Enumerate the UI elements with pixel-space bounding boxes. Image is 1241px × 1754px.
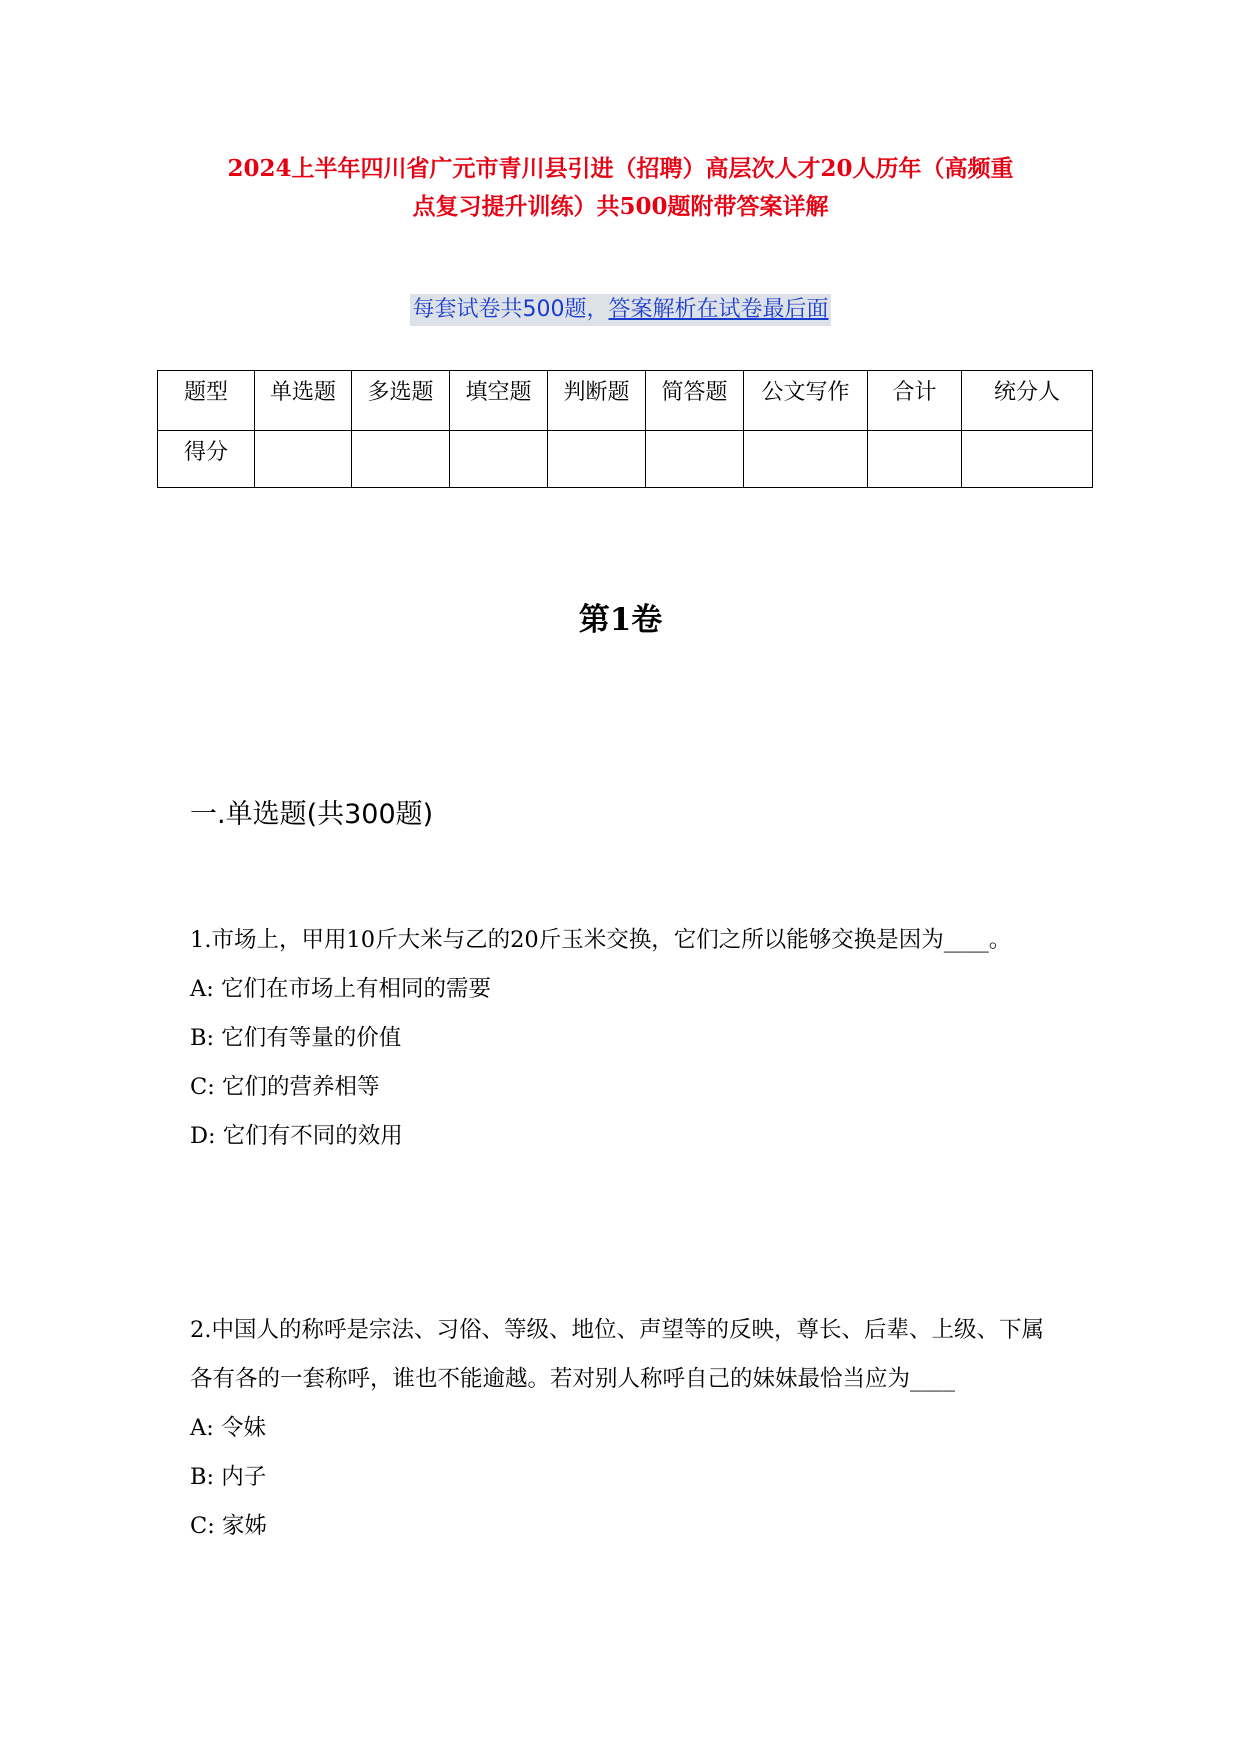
- score-cell-single-choice[interactable]: [255, 431, 352, 488]
- score-table-header-cell: 单选题: [255, 371, 352, 431]
- document-title-line-2: 点复习提升训练）共500题附带答案详解: [412, 193, 829, 220]
- score-cell-multiple-choice[interactable]: [352, 431, 450, 488]
- question-option-b[interactable]: B: 它们有等量的价值: [190, 1025, 402, 1051]
- notice-banner: [0, 294, 1241, 326]
- score-table-header-cell: 题型: [158, 371, 255, 431]
- score-table-header-cell: 填空题: [450, 371, 548, 431]
- score-table-header-cell: 公文写作: [744, 371, 868, 431]
- document-title: [150, 150, 1091, 226]
- score-table-header-cell: 判断题: [548, 371, 646, 431]
- score-table-header-cell: 简答题: [646, 371, 744, 431]
- question-stem: 2.中国人的称呼是宗法、习俗、等级、地位、声望等的反映，尊长、后辈、上级、下属各有各的一套称呼，谁也不能逾越。若对别人称呼自己的妹妹最恰当应为____: [190, 1317, 1044, 1392]
- score-table-header-row: [158, 371, 1093, 431]
- notice-text: [410, 294, 830, 326]
- score-cell-official-writing[interactable]: [744, 431, 868, 488]
- section-title: 一.单选题(共300题): [190, 799, 434, 830]
- question-option-c[interactable]: C: 家姊: [190, 1513, 267, 1539]
- score-cell-scorer[interactable]: [962, 431, 1093, 488]
- question-option-a[interactable]: A: 令妹: [190, 1415, 266, 1441]
- notice-link[interactable]: 答案解析在试卷最后面: [608, 297, 829, 322]
- score-cell-total[interactable]: [868, 431, 962, 488]
- document-title-line-1: 2024上半年四川省广元市青川县引进（招聘）高层次人才20人历年（高频重: [227, 155, 1014, 182]
- score-cell-short-answer[interactable]: [646, 431, 744, 488]
- question-2: [190, 1306, 1050, 1551]
- question-option-d[interactable]: D: 它们有不同的效用: [190, 1123, 403, 1149]
- score-table-header-cell: 统分人: [962, 371, 1093, 431]
- question-option-a[interactable]: A: 它们在市场上有相同的需要: [190, 976, 491, 1002]
- score-table: [157, 370, 1093, 488]
- score-table-header-cell: 合计: [868, 371, 962, 431]
- score-table-score-row: [158, 431, 1093, 488]
- question-option-c[interactable]: C: 它们的营养相等: [190, 1074, 380, 1100]
- score-table-row-label: 得分: [158, 431, 255, 488]
- question-option-b[interactable]: B: 内子: [190, 1464, 267, 1490]
- score-cell-true-false[interactable]: [548, 431, 646, 488]
- volume-title: 第1卷: [578, 602, 663, 638]
- score-table-header-cell: 多选题: [352, 371, 450, 431]
- question-1: [190, 916, 1050, 1161]
- question-stem: 1.市场上，甲用10斤大米与乙的20斤玉米交换，它们之所以能够交换是因为____。: [190, 927, 1012, 953]
- score-cell-fill-blank[interactable]: [450, 431, 548, 488]
- notice-text-part-1: 每套试卷共500题，: [412, 297, 609, 322]
